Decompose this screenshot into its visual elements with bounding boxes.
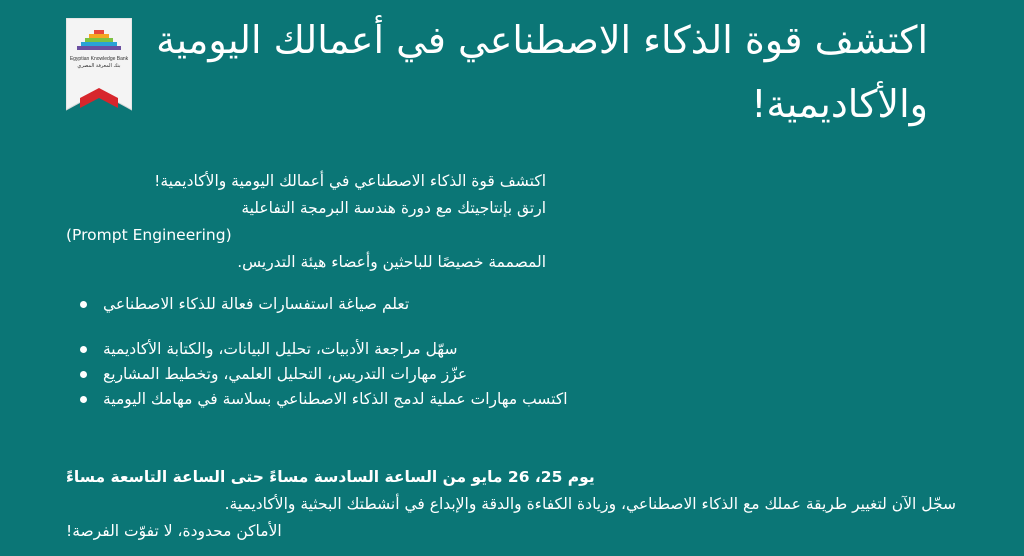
list-item-text: سهّل مراجعة الأدبيات، تحليل البيانات، والكتابة الأكاديمية (103, 340, 458, 358)
bullet-icon (80, 301, 87, 308)
list-item (80, 387, 700, 412)
bullet-icon (80, 396, 87, 403)
intro-line-2: ارتق بإنتاجيتك مع دورة هندسة البرمجة التفاعلية (241, 199, 546, 217)
footer-section (66, 464, 956, 545)
page-title: اكتشف قوة الذكاء الاصطناعي في أعمالك اليومية والأكاديمية! (156, 18, 928, 126)
list-item-text: اكتسب مهارات عملية لدمج الذكاء الاصطناعي بسلاسة في مهامك اليومية (103, 390, 568, 408)
logo-text-ar: بنك المعرفة المصري (77, 63, 121, 69)
intro-line-1: اكتشف قوة الذكاء الاصطناعي في أعمالك اليومية والأكاديمية! (154, 172, 546, 190)
logo-text-en: Egyptian Knowledge Bank (69, 56, 129, 62)
intro-line-3: (Prompt Engineering) (66, 226, 232, 244)
intro-line-4: المصممة خصيصًا للباحثين وأعضاء هيئة التدريس. (237, 253, 546, 271)
list-item-text: تعلم صياغة استفسارات فعالة للذكاء الاصطناعي (103, 295, 410, 313)
list-item (80, 337, 700, 362)
schedule-text: يوم 25، 26 مايو من الساعة السادسة مساءً حتى الساعة التاسعة مساءً (66, 468, 595, 486)
bullet-icon (80, 371, 87, 378)
list-item (80, 292, 700, 317)
list-item-text: عزّز مهارات التدريس، التحليل العلمي، وتخطيط المشاريع (103, 365, 468, 383)
intro-paragraph (66, 168, 546, 276)
ekb-logo (66, 18, 132, 114)
limited-seats-text: الأماكن محدودة، لا تفوّت الفرصة! (66, 522, 282, 540)
benefits-list (80, 292, 700, 412)
list-item (80, 362, 700, 387)
bullet-icon (80, 346, 87, 353)
register-text: سجّل الآن لتغيير طريقة عملك مع الذكاء الاصطناعي، وزيادة الكفاءة والدقة والإبداع في أنشطتك البحثية والأكاديمية. (224, 495, 956, 513)
